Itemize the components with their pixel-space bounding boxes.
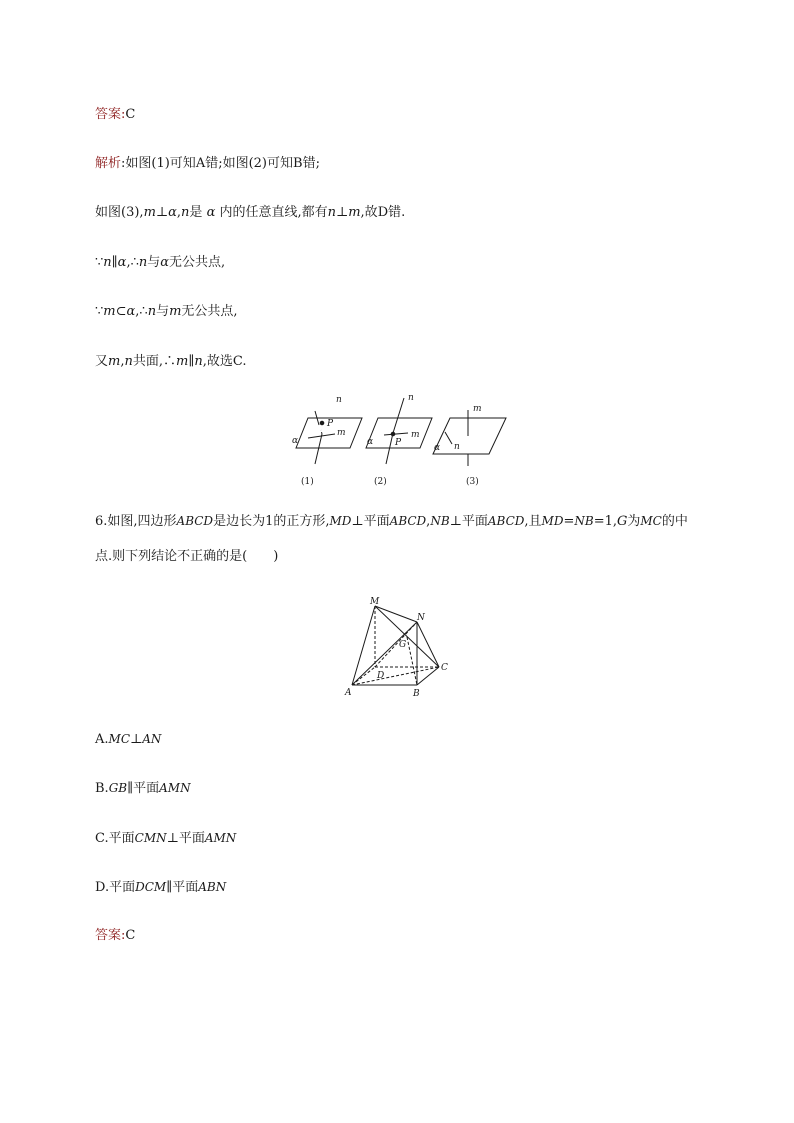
text: 无公共点, bbox=[169, 255, 226, 270]
therefore-symbol: ,∴ bbox=[135, 304, 148, 319]
math-var: CMN bbox=[134, 831, 167, 845]
math-var: m bbox=[176, 354, 189, 369]
option-letter: D. bbox=[95, 880, 110, 895]
text: 与 bbox=[156, 304, 170, 319]
caption-2: (2) bbox=[374, 477, 387, 487]
text: 如图,四边形 bbox=[107, 514, 177, 529]
label-alpha: α bbox=[367, 437, 374, 447]
option-letter: C. bbox=[95, 831, 109, 846]
text: , bbox=[426, 514, 431, 529]
text: 如图(3), bbox=[95, 205, 144, 220]
text: 平面 bbox=[109, 880, 136, 895]
text: ∥平面 bbox=[166, 880, 199, 895]
vertex-n: N bbox=[417, 613, 425, 623]
question-6-line-2: 点.则下列结论不正确的是( ) bbox=[95, 549, 279, 564]
answer-line-2 bbox=[95, 927, 135, 945]
label-m: m bbox=[337, 428, 346, 438]
math-var: m bbox=[108, 354, 121, 369]
solid-figure bbox=[340, 590, 465, 705]
caption-3: (3) bbox=[466, 477, 479, 487]
answer-label: 答案 bbox=[95, 107, 122, 122]
parallel-symbol: ∥ bbox=[188, 354, 195, 369]
label-n: n bbox=[454, 442, 460, 452]
label-p: P bbox=[395, 438, 402, 448]
plane-diagram-3 bbox=[433, 410, 506, 466]
math-var: n bbox=[327, 205, 336, 220]
answer-value: C bbox=[125, 928, 136, 943]
perp-symbol: ⊥ bbox=[335, 205, 349, 220]
text: 错;如图(2)可知 bbox=[205, 156, 293, 171]
math-var: n bbox=[194, 354, 203, 369]
label-n: n bbox=[408, 393, 414, 403]
perp-symbol: ⊥ bbox=[130, 732, 143, 747]
math-var: MC bbox=[108, 732, 130, 746]
math-var: m bbox=[103, 304, 116, 319]
math-var: AMN bbox=[159, 781, 191, 795]
text: , bbox=[176, 205, 182, 220]
answer-label: 答案 bbox=[95, 928, 122, 943]
analysis-line-1 bbox=[95, 155, 320, 173]
text: , bbox=[120, 354, 125, 369]
text: 的正方形, bbox=[273, 514, 330, 529]
math-var: MD bbox=[541, 514, 564, 528]
text: B bbox=[293, 156, 303, 171]
analysis-label: 解析 bbox=[95, 156, 122, 171]
text: 内的任意直线,都有 bbox=[215, 205, 328, 220]
answer-line-1 bbox=[95, 106, 135, 124]
text: ,故选 bbox=[202, 354, 233, 369]
text: 是 bbox=[189, 205, 207, 220]
text: 无公共点, bbox=[181, 304, 238, 319]
label-n: n bbox=[336, 395, 342, 405]
because-symbol: ∵ bbox=[95, 304, 104, 319]
analysis-line-4 bbox=[95, 303, 238, 321]
text: C. bbox=[232, 354, 247, 369]
therefore-symbol: 共面,∴ bbox=[132, 354, 176, 369]
option-a[interactable] bbox=[95, 730, 161, 749]
text: 1 bbox=[265, 514, 274, 529]
text: D bbox=[377, 205, 389, 220]
math-var: MC bbox=[640, 514, 662, 528]
option-c[interactable] bbox=[95, 829, 236, 848]
planes-figure bbox=[280, 390, 530, 490]
math-var: n bbox=[103, 255, 112, 270]
text: = bbox=[563, 514, 575, 529]
math-var: ABCD bbox=[176, 514, 214, 528]
math-var: NB bbox=[430, 514, 450, 528]
math-var: n bbox=[124, 354, 133, 369]
vertex-a: A bbox=[345, 688, 352, 698]
math-var: MD bbox=[329, 514, 352, 528]
perp-symbol: ⊥ bbox=[155, 205, 169, 220]
math-var: ABN bbox=[198, 880, 227, 894]
text: 错. bbox=[388, 205, 406, 220]
answer-sep: : bbox=[121, 928, 126, 943]
math-var: GB bbox=[108, 781, 128, 795]
parallel-symbol: ∥ bbox=[111, 255, 118, 270]
text: ∥平面 bbox=[127, 781, 160, 796]
analysis-line-2 bbox=[95, 204, 405, 222]
math-var: NB bbox=[574, 514, 594, 528]
because-symbol: ∵ bbox=[95, 255, 104, 270]
analysis-line-3 bbox=[95, 254, 225, 272]
label-alpha: α bbox=[292, 436, 299, 446]
label-m: m bbox=[411, 430, 420, 440]
math-var: ABCD bbox=[389, 514, 427, 528]
answer-sep: : bbox=[121, 107, 126, 122]
option-letter: A. bbox=[95, 732, 109, 747]
option-letter: B. bbox=[95, 781, 109, 796]
math-var: m bbox=[348, 205, 361, 220]
math-var: n bbox=[138, 255, 148, 270]
analysis-line-5 bbox=[95, 353, 246, 371]
text: ,故 bbox=[360, 205, 378, 220]
math-var: α bbox=[160, 255, 170, 270]
math-var: ABCD bbox=[487, 514, 525, 528]
option-b[interactable] bbox=[95, 779, 191, 798]
question-number: 6. bbox=[95, 514, 108, 529]
text: ⊥平面 bbox=[166, 831, 205, 846]
math-var: α bbox=[168, 205, 177, 220]
math-var: AMN bbox=[204, 831, 237, 845]
label-alpha: α bbox=[434, 443, 441, 453]
vertex-b: B bbox=[413, 689, 420, 699]
math-var: n bbox=[147, 304, 157, 319]
therefore-symbol: ,∴ bbox=[126, 255, 139, 270]
text: 的中 bbox=[661, 514, 688, 529]
math-var: AN bbox=[142, 732, 162, 746]
text: 又 bbox=[95, 354, 109, 369]
math-var: DCM bbox=[135, 880, 167, 894]
text: 平面 bbox=[108, 831, 135, 846]
math-var: n bbox=[181, 205, 190, 220]
answer-value: C bbox=[125, 107, 136, 122]
math-var: m bbox=[169, 304, 182, 319]
text: A bbox=[195, 156, 206, 171]
question-6-line-1 bbox=[95, 512, 688, 531]
text: 为 bbox=[627, 514, 641, 529]
math-var: m bbox=[143, 205, 156, 220]
text: 错; bbox=[302, 156, 320, 171]
subset-symbol: ⊂ bbox=[115, 304, 127, 319]
text: ,且 bbox=[524, 514, 542, 529]
math-var: α bbox=[206, 205, 216, 220]
caption-1: (1) bbox=[301, 477, 314, 487]
math-var: α bbox=[117, 255, 127, 270]
label-m: m bbox=[473, 404, 482, 414]
label-p: P bbox=[327, 419, 334, 429]
math-var: α bbox=[126, 304, 136, 319]
point-g: G bbox=[399, 640, 407, 650]
math-var: G bbox=[616, 514, 628, 529]
text: =1, bbox=[593, 514, 617, 529]
text: 与 bbox=[147, 255, 161, 270]
text: ⊥平面 bbox=[449, 514, 488, 529]
plane-diagram-2 bbox=[366, 398, 432, 464]
text: :如图(1)可知 bbox=[121, 156, 196, 171]
vertex-d: D bbox=[377, 671, 385, 681]
option-d[interactable] bbox=[95, 878, 226, 897]
vertex-c: C bbox=[441, 663, 448, 673]
text: 是边长为 bbox=[213, 514, 266, 529]
vertex-m: M bbox=[370, 597, 380, 607]
text: ⊥平面 bbox=[351, 514, 390, 529]
